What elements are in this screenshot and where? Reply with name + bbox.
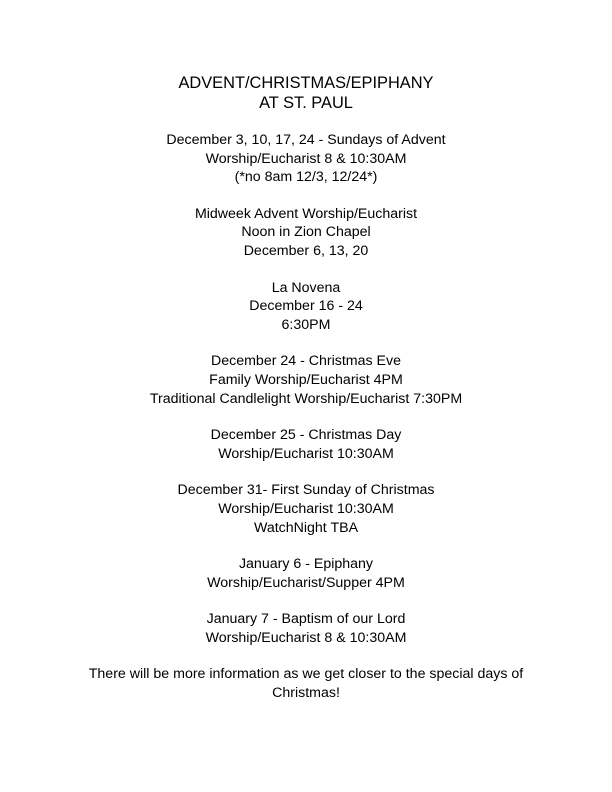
event-line: December 6, 13, 20 xyxy=(243,242,369,259)
event-line: Worship/Eucharist 10:30AM xyxy=(218,500,394,517)
event-line: Midweek Advent Worship/Eucharist xyxy=(194,205,418,222)
event-line: WatchNight TBA xyxy=(253,519,359,536)
event-line: December 25 - Christmas Day xyxy=(210,427,402,444)
event-line: (*no 8am 12/3, 12/24*) xyxy=(234,169,378,186)
event-line: La Novena xyxy=(271,279,341,296)
event-line: Worship/Eucharist 8 & 10:30AM xyxy=(205,150,407,167)
event-line: December 3, 10, 17, 24 - Sundays of Advent xyxy=(166,132,446,148)
section-epiphany xyxy=(0,555,612,592)
section-la-novena xyxy=(0,279,612,335)
section-midweek-advent xyxy=(0,205,612,261)
event-line: December 24 - Christmas Eve xyxy=(210,353,401,370)
title-line-2: AT ST. PAUL xyxy=(259,94,353,112)
title-line-1: ADVENT/CHRISTMAS/EPIPHANY xyxy=(178,74,434,92)
event-line: Traditional Candlelight Worship/Eucharist 7:30PM xyxy=(149,390,463,407)
event-line: Worship/Eucharist/Supper 4PM xyxy=(207,574,405,591)
event-line: 6:30PM xyxy=(281,316,331,333)
section-christmas-day xyxy=(0,426,612,463)
section-christmas-eve xyxy=(0,352,612,408)
event-line: January 7 - Baptism of our Lord xyxy=(206,611,406,628)
section-first-sunday-of-christmas xyxy=(0,481,612,537)
section-sundays-of-advent xyxy=(0,131,612,187)
document-title xyxy=(0,73,612,113)
event-line: Worship/Eucharist 10:30AM xyxy=(218,445,394,462)
footer-note: There will be more information as we get closer to the special days of Christmas! xyxy=(88,666,524,702)
event-line: December 31- First Sunday of Christmas xyxy=(177,482,435,499)
section-baptism-of-our-lord xyxy=(0,610,612,647)
event-line: Worship/Eucharist 8 & 10:30AM xyxy=(205,629,407,646)
event-line: Noon in Zion Chapel xyxy=(241,224,371,241)
event-line: December 16 - 24 xyxy=(249,298,363,315)
event-line: Family Worship/Eucharist 4PM xyxy=(209,371,403,388)
event-line: January 6 - Epiphany xyxy=(238,556,374,573)
